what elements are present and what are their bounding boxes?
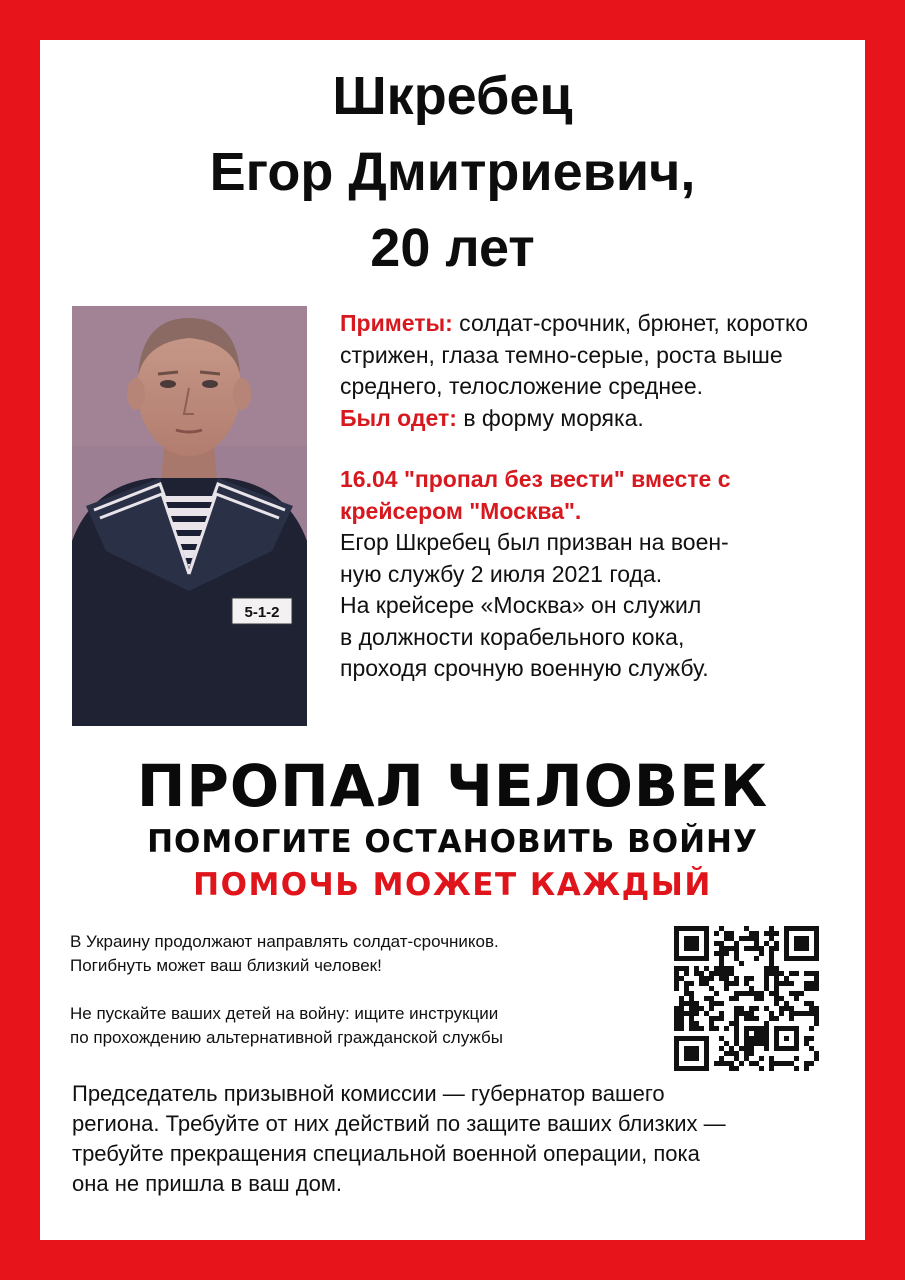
missing-date-headline: 16.04 "пропал без вести" вместе с крейсером "Москва". bbox=[340, 466, 731, 524]
qr-code-icon bbox=[674, 926, 819, 1071]
stop-war-banner: ПОМОГИТЕ ОСТАНОВИТЬ ВОЙНУ bbox=[147, 824, 758, 860]
appeal-block bbox=[72, 1079, 852, 1199]
story-line-1: Егор Шкребец был призван на воен- bbox=[340, 529, 729, 555]
sailor-portrait-illustration bbox=[72, 306, 307, 726]
notice-line-4: по прохождению альтернативной гражданской службы bbox=[70, 1028, 503, 1047]
missing-person-banner: ПРОПАЛ ЧЕЛОВЕК bbox=[136, 752, 769, 820]
person-name-block bbox=[40, 58, 865, 286]
anyone-can-help-banner: ПОМОЧЬ МОЖЕТ КАЖДЫЙ bbox=[193, 867, 712, 903]
uniform-badge-text: 5-1-2 bbox=[244, 604, 280, 621]
poster-sheet bbox=[40, 40, 865, 1240]
description-block bbox=[340, 308, 840, 685]
person-photo bbox=[72, 306, 307, 726]
signs-text: солдат-срочник, брюнет, коротко стрижен, глаза темно-серые, роста выше среднего, телосложение среднее. bbox=[340, 310, 809, 399]
age: 20 лет bbox=[370, 218, 535, 278]
appeal-line-3: требуйте прекращения специальной военной операции, пока bbox=[72, 1141, 700, 1166]
story-line-2: ную службу 2 июля 2021 года. bbox=[340, 560, 663, 587]
clothes-text: в форму моряка. bbox=[456, 404, 644, 431]
story-line-5: проходя срочную военную службу. bbox=[340, 655, 709, 681]
notice-block bbox=[70, 930, 630, 1050]
appeal-line-2: региона. Требуйте от них действий по защите ваших близких — bbox=[72, 1111, 726, 1136]
appeal-line-1: Председатель призывной комиссии — губернатор вашего bbox=[72, 1081, 665, 1106]
signs-paragraph bbox=[340, 308, 840, 403]
surname: Шкребец bbox=[332, 66, 573, 126]
clothes-paragraph bbox=[340, 403, 840, 435]
qr-code[interactable] bbox=[674, 926, 819, 1071]
story-line-3: На крейсере «Москва» он служил bbox=[340, 592, 702, 618]
story-line-4: в должности корабельного кока, bbox=[340, 623, 685, 650]
given-names: Егор Дмитриевич, bbox=[209, 142, 696, 202]
clothes-label: Был одет: bbox=[340, 404, 457, 431]
signs-label: Приметы: bbox=[340, 310, 453, 336]
notice-line-2: Погибнуть может ваш близкий человек! bbox=[70, 956, 382, 975]
notice-line-1: В Украину продолжают направлять солдат-срочников. bbox=[70, 932, 499, 951]
notice-line-3: Не пускайте ваших детей на войну: ищите инструкции bbox=[70, 1004, 499, 1023]
appeal-line-4: она не пришла в ваш дом. bbox=[72, 1171, 343, 1196]
